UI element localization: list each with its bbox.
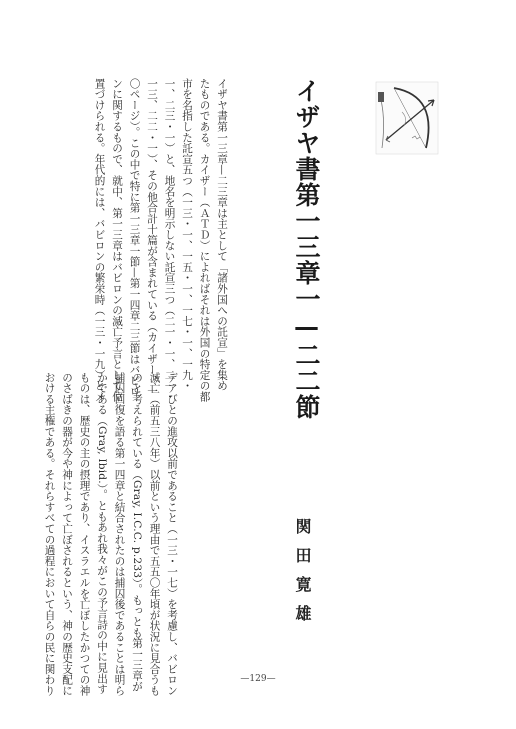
text-line: 置づけられる。年代的には、バビロンの繁栄時（一三・一九）とメ (93, 78, 106, 402)
article-title: イザヤ書第一三章一—二二節 (292, 78, 321, 420)
text-line: デアびとの進攻以前であること（一三・一七）を考慮し、バビロン (166, 372, 178, 696)
text-line: 一、二三・一）と、地名を明示しない託宣三つ（二一・一、二一・ (163, 78, 176, 402)
text-line: 市を名指した託宣五つ（一三・一、一五・一、一七・一、一九・ (181, 78, 193, 392)
text-line: 滅亡（前五三八年）以前という理由で五五〇年頃が状況に見合うも (148, 372, 161, 696)
text-line: イザヤ書第一三章—二三章は主として「諸外国への託宣」を集め (216, 78, 228, 392)
text-line: 〇ページ）。この中で特に第一三章一節—第一四章二三節はバビロ (128, 78, 141, 397)
bow-arrow-icon (372, 78, 444, 160)
bow-and-arrow-illustration (372, 78, 444, 160)
text-line: 一三、二二・一）、その他合計十篇が含まれている（カイザー、一 (146, 78, 158, 397)
text-line: ンに関するもので、就中、第一三章はバビロンの滅亡予言として位 (111, 78, 123, 402)
body-text-lower (40, 372, 180, 696)
author-name: 関田寛雄 (293, 518, 312, 634)
text-line: 捕囚回復を語る第一四章と結合されたのは捕囚後であることは明ら (113, 372, 126, 696)
page-number: —129— (240, 674, 276, 684)
text-line: おける主権である。それらすべての過程において自らの民に関わり (43, 372, 56, 696)
text-line: かである（Gray, Ibid.）。ともあれ我々がこの予言詩の中に見出す (96, 372, 108, 695)
text-line: のと考えられている（Gray, I.C.C. p.233）。もっとも第一三章が (131, 372, 143, 692)
body-text-upper (90, 78, 230, 402)
text-line: たものである。カイザー（ＡＴＤ）によればそれは外国の特定の都 (198, 78, 211, 402)
text-line: ものは、歴史の主の摂理であり、イスラエルを亡ぼしたかつての神 (78, 372, 91, 696)
text-line: のさばきの器が今や神によって亡ぼされるという、神の歴史支配に (61, 372, 73, 696)
